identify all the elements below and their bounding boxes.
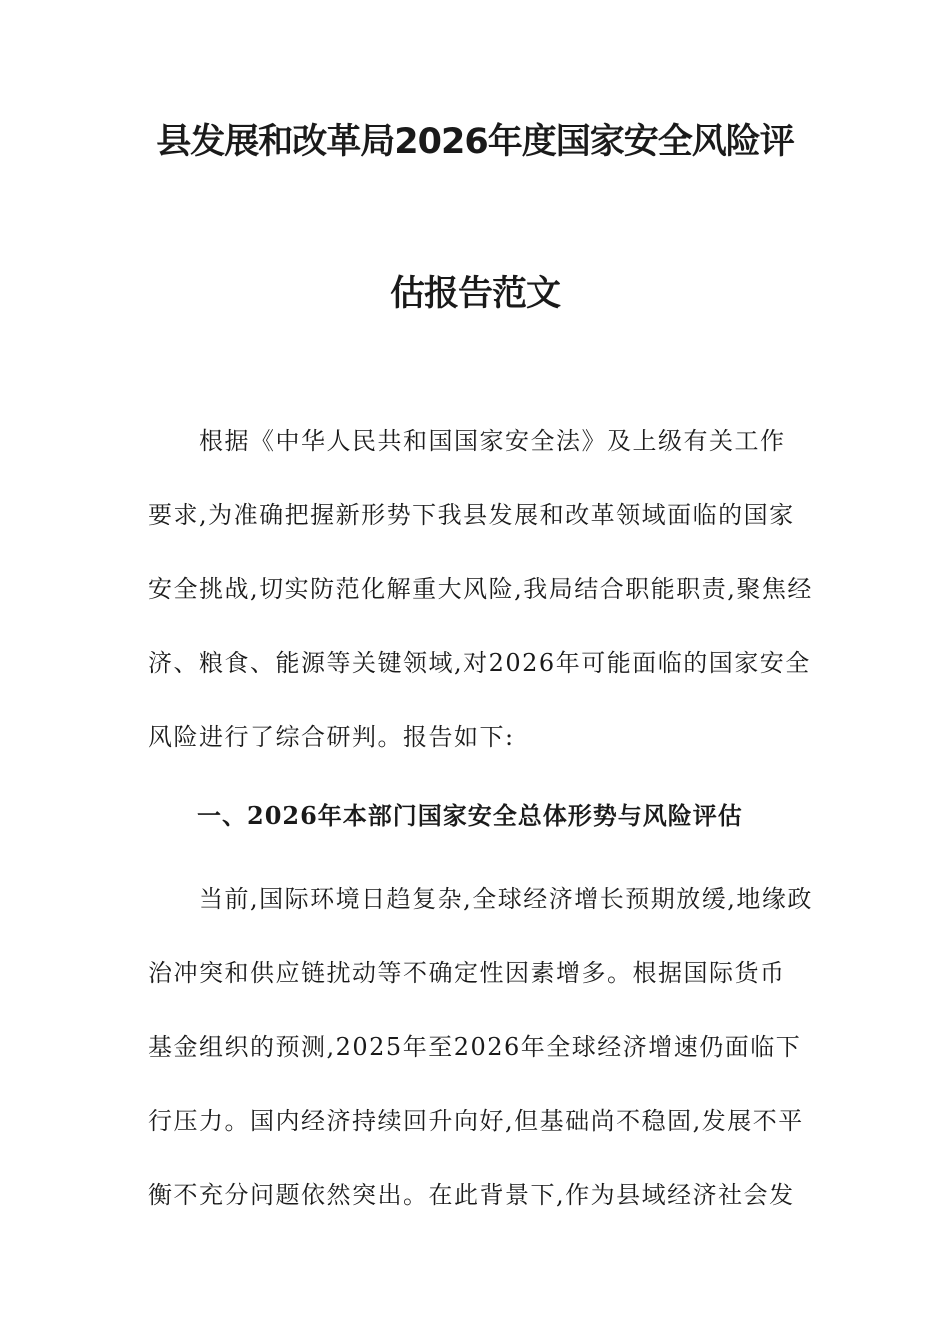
section-1-heading: 一、2026年本部门国家安全总体形势与风险评估	[197, 801, 743, 830]
section-1-paragraph-line: 衡不充分问题依然突出。在此背景下,作为县域经济社会发	[148, 1181, 795, 1209]
document-title-line-2: 估报告范文	[389, 274, 560, 314]
section-1-paragraph-line: 当前,国际环境日趋复杂,全球经济增长预期放缓,地缘政	[148, 885, 813, 913]
intro-paragraph-line: 安全挑战,切实防范化解重大风险,我局结合职能职责,聚焦经	[148, 575, 813, 603]
intro-paragraph-line: 风险进行了综合研判。报告如下:	[148, 723, 515, 751]
intro-paragraph-line: 根据《中华人民共和国国家安全法》及上级有关工作	[148, 427, 786, 455]
intro-paragraph-line: 要求,为准确把握新形势下我县发展和改革领域面临的国家	[148, 501, 795, 529]
section-1-paragraph-line: 基金组织的预测,2025年至2026年全球经济增速仍面临下	[148, 1033, 802, 1061]
section-1-paragraph-line: 行压力。国内经济持续回升向好,但基础尚不稳固,发展不平	[148, 1107, 804, 1135]
section-1-paragraph-line: 治冲突和供应链扰动等不确定性因素增多。根据国际货币	[148, 959, 786, 987]
intro-paragraph-line: 济、粮食、能源等关键领域,对2026年可能面临的国家安全	[148, 649, 811, 677]
document-title-line-1: 县发展和改革局2026年度国家安全风险评	[156, 122, 794, 162]
